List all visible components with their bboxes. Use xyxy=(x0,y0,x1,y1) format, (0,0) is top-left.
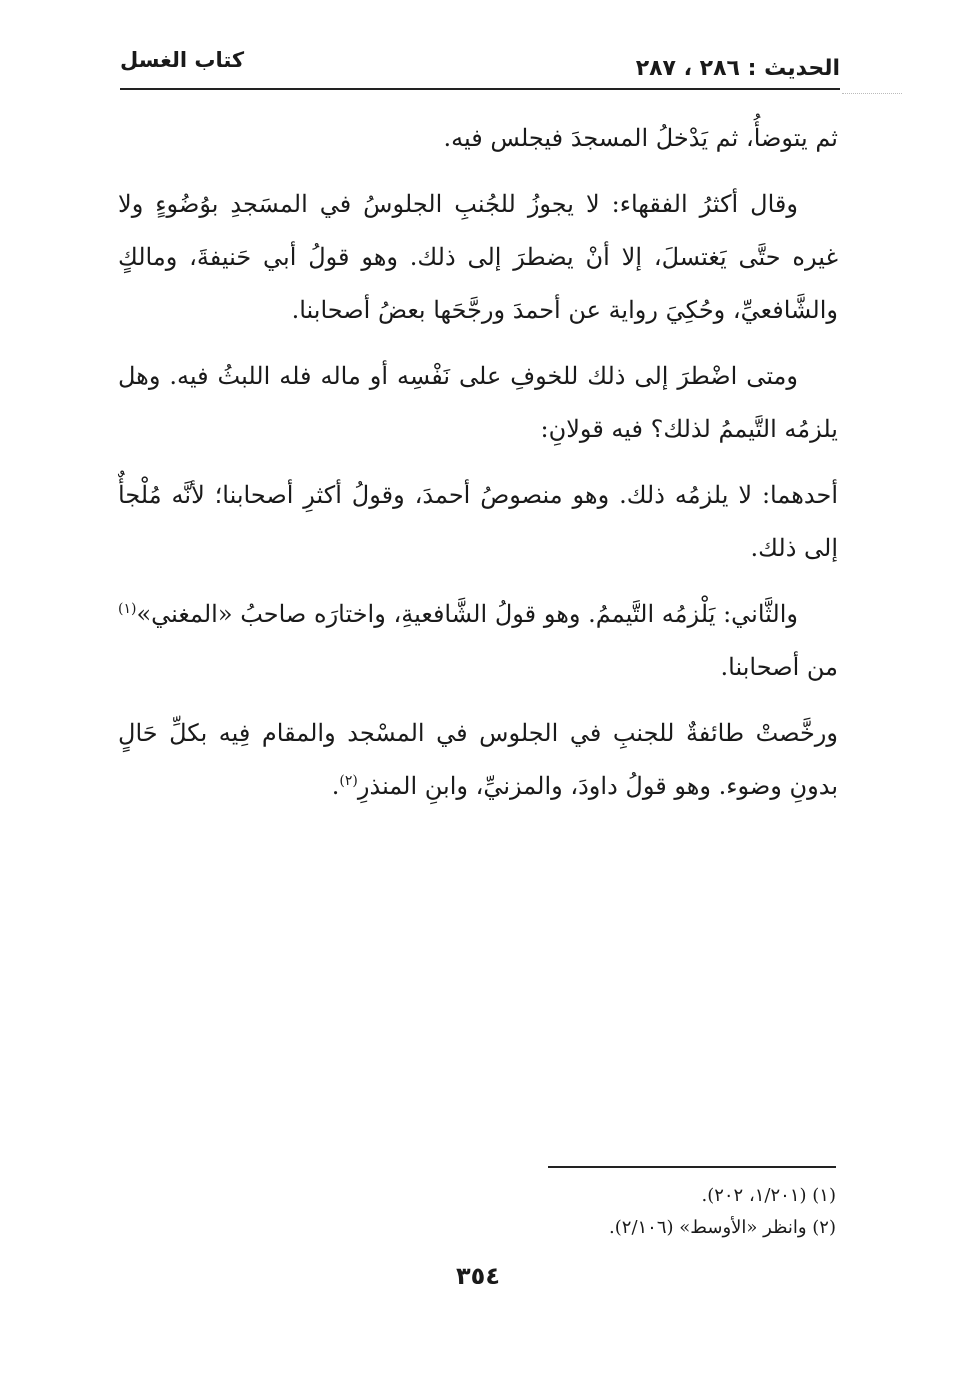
footnotes xyxy=(336,1180,836,1244)
footnote-marker[interactable]: (١) xyxy=(118,601,137,617)
footnote-marker[interactable]: (٢) xyxy=(339,773,358,789)
hadith-reference: الحديث : ٢٨٦ ، ٢٨٧ xyxy=(635,56,840,81)
paragraph: والثَّاني: يَلْزمُه التَّيممُ. وهو قولُ الشَّافعيةِ، واختارَه صاحبُ «المغني»$^{(١)}$ من أصحابنا. xyxy=(118,600,838,681)
main-text xyxy=(118,112,838,826)
footnote: (١) (١/٢٠١، ٢٠٢). xyxy=(701,1185,836,1206)
footnote-separator xyxy=(548,1166,836,1168)
paragraph: أحدهما: لا يلزمُه ذلك. وهو منصوصُ أحمدَ، وقولُ أكثرِ أصحابنا؛ لأنَّه مُلْجأٌ إلى ذلك. xyxy=(118,481,838,562)
paragraph: ورخَّصتْ طائفةٌ للجنبِ في الجلوس في المسْجد والمقام فِيه بكلِّ حَالٍ بدونِ وضوء. وهو قولُ داودَ، والمزنيِّ، وابنِ المنذرِ$^{(٢)}$. xyxy=(118,719,838,800)
running-header xyxy=(120,44,840,88)
page-number: ٣٥٤ xyxy=(456,1262,500,1290)
paragraph: وقال أكثرُ الفقهاء: لا يجوزُ للجُنبِ الجلوسُ في المسَجدِ بوُضُوءٍ ولا غيره حتَّى يَغتسلَ، إلا أنْ يضطرَ إلى ذلك. وهو قولُ أبي حَنيفةَ، ومالكٍ والشَّافعيِّ، وحُكِيَ رواية عن أحمدَ ورجَّحَها بعضُ أصحابنا. xyxy=(118,190,838,324)
paragraph: ثم يتوضأُ، ثم يَدْخلُ المسجدَ فيجلس فيه. xyxy=(443,124,838,152)
header-rule xyxy=(120,88,840,90)
paragraph: ومتى اضْطرَ إلى ذلك للخوفِ على نَفْسِه أو ماله فله اللبثُ فيه. وهل يلزمُه التَّيممُ لذلك؟ فيه قولانِ: xyxy=(118,362,838,443)
book-title: كتاب الغسل xyxy=(120,48,245,72)
header-rule-tail xyxy=(842,93,902,94)
footnote: (٢) وانظر «الأوسط» (٢/١٠٦). xyxy=(609,1217,836,1238)
